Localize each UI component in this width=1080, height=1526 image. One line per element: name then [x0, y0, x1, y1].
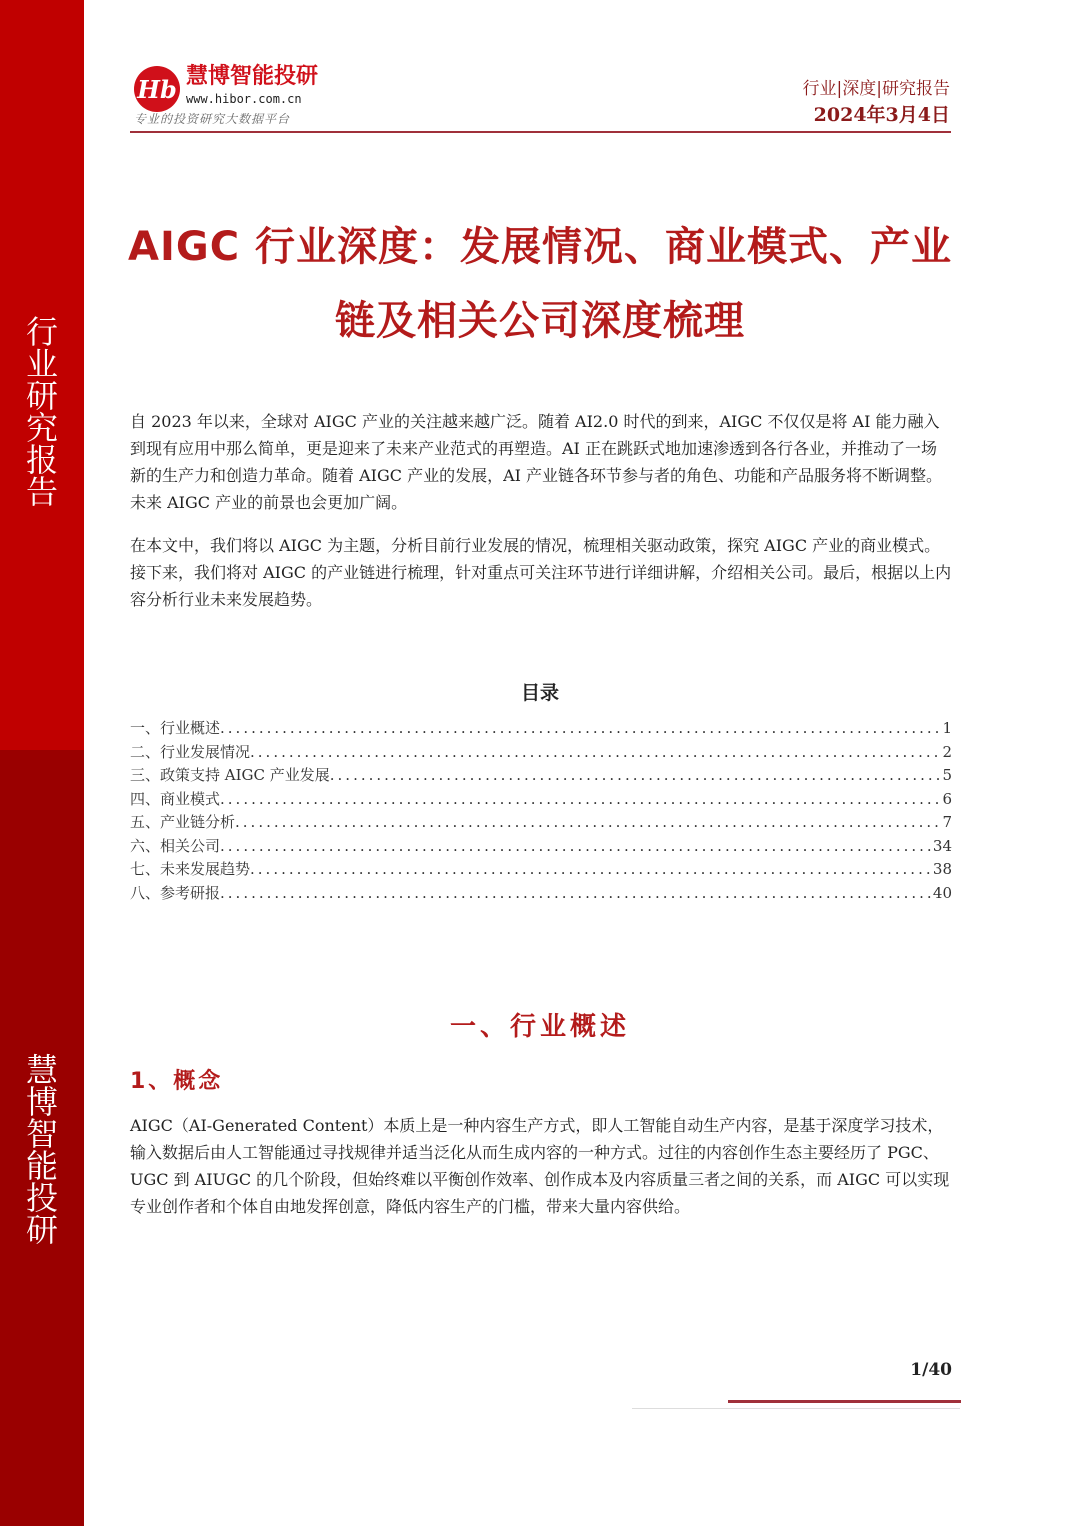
toc-label: 一、行业概述 — [130, 719, 221, 737]
toc-item[interactable] — [130, 764, 952, 788]
header-meta — [803, 76, 950, 128]
sidebar-brand: 慧博智能投研 — [25, 1051, 58, 1249]
toc-label: 三、政策支持 AIGC 产业发展 — [130, 766, 330, 784]
footer-divider-accent — [728, 1400, 961, 1403]
toc-page: 7 — [942, 813, 952, 831]
sidebar-report-type: 行业研究报告 — [25, 313, 58, 511]
logo-tagline: 专业的投资研究大数据平台 — [134, 112, 291, 126]
report-date: 2024年3月4日 — [813, 104, 950, 126]
toc-page: 6 — [942, 789, 952, 808]
intro — [130, 408, 952, 629]
logo-icon: Hb — [134, 66, 180, 112]
toc-page: 1 — [942, 719, 952, 737]
toc-item[interactable] — [130, 835, 952, 859]
toc-label: 四、商业模式 — [130, 789, 221, 808]
toc-label: 七、未来发展趋势 — [130, 860, 251, 878]
toc-label: 五、产业链分析 — [130, 813, 236, 831]
toc-item[interactable] — [130, 788, 952, 812]
logo-url: www.hibor.com.cn — [186, 92, 302, 106]
toc-page: 38 — [932, 860, 952, 878]
title-line-2: 链及相关公司深度梳理 — [335, 298, 745, 344]
table-of-contents — [130, 717, 952, 905]
intro-paragraph-2: 在本文中，我们将以 AIGC 为主题，分析目前行业发展的情况，梳理相关驱动政策，探究 AIGC 产业的商业模式。接下来，我们将对 AIGC 的产业链进行梳理，针对重点可关注环节进行详细讲解，介绍相关公司。最后，根据以上内容分析行业未来发展趋势。 — [130, 536, 952, 609]
toc-heading: 目录 — [520, 682, 559, 704]
section-heading: 一、行业概述 — [449, 1012, 630, 1042]
toc-page: 34 — [932, 836, 952, 855]
report-category: 行业|深度|研究报告 — [802, 79, 950, 99]
title-line-1: AIGC 行业深度：发展情况、商业模式、产业 — [128, 224, 952, 270]
footer-divider-light — [632, 1408, 960, 1409]
toc-label: 二、行业发展情况 — [130, 742, 251, 761]
toc-page: 5 — [942, 766, 952, 784]
toc-item[interactable] — [130, 741, 952, 765]
intro-paragraph-1: 自 2023 年以来，全球对 AIGC 产业的关注越来越广泛。随着 AI2.0 时代的到来，AIGC 不仅仅是将 AI 能力融入到现有应用中那么简单，更是迎来了未来产业范式的再塑造。AI 正在跳跃式地加速渗透到各行各业，并推动了一场新的生产力和创造力革命。随着 AIGC 产业的发展，AI 产业链各环节参与者的角色、功能和产品服务将不断调整。未来 AIGC 产业的前景也会更加广阔。 — [130, 412, 943, 512]
section-paragraph: AIGC（AI-Generated Content）本质上是一种内容生产方式，即人工智能自动生产内容，是基于深度学习技术，输入数据后由人工智能通过寻找规律并适当泛化从而生成内容的一种方式。过往的内容创作生态主要经历了 PGC、UGC 到 AIUGC 的几个阶段，但始终难以平衡创作效率、创作成本及内容质量三者之间的关系，而 AIGC 可以实现专业创作者和个体自由地发挥创意，降低内容生产的门槛，带来大量内容供给。 — [130, 1116, 950, 1216]
toc-item[interactable] — [130, 811, 952, 835]
toc-item[interactable] — [130, 882, 952, 906]
toc-label: 八、参考研报 — [130, 883, 221, 902]
toc-label: 六、相关公司 — [130, 836, 221, 855]
page-number: 1/40 — [910, 1360, 952, 1380]
subsection-heading: 1、概念 — [130, 1069, 224, 1094]
toc-item[interactable] — [130, 717, 952, 741]
toc-page: 40 — [932, 883, 952, 902]
toc-page: 2 — [942, 742, 952, 761]
toc-item[interactable] — [130, 858, 952, 882]
logo-name: 慧博智能投研 — [186, 64, 319, 89]
header-divider — [130, 131, 951, 133]
